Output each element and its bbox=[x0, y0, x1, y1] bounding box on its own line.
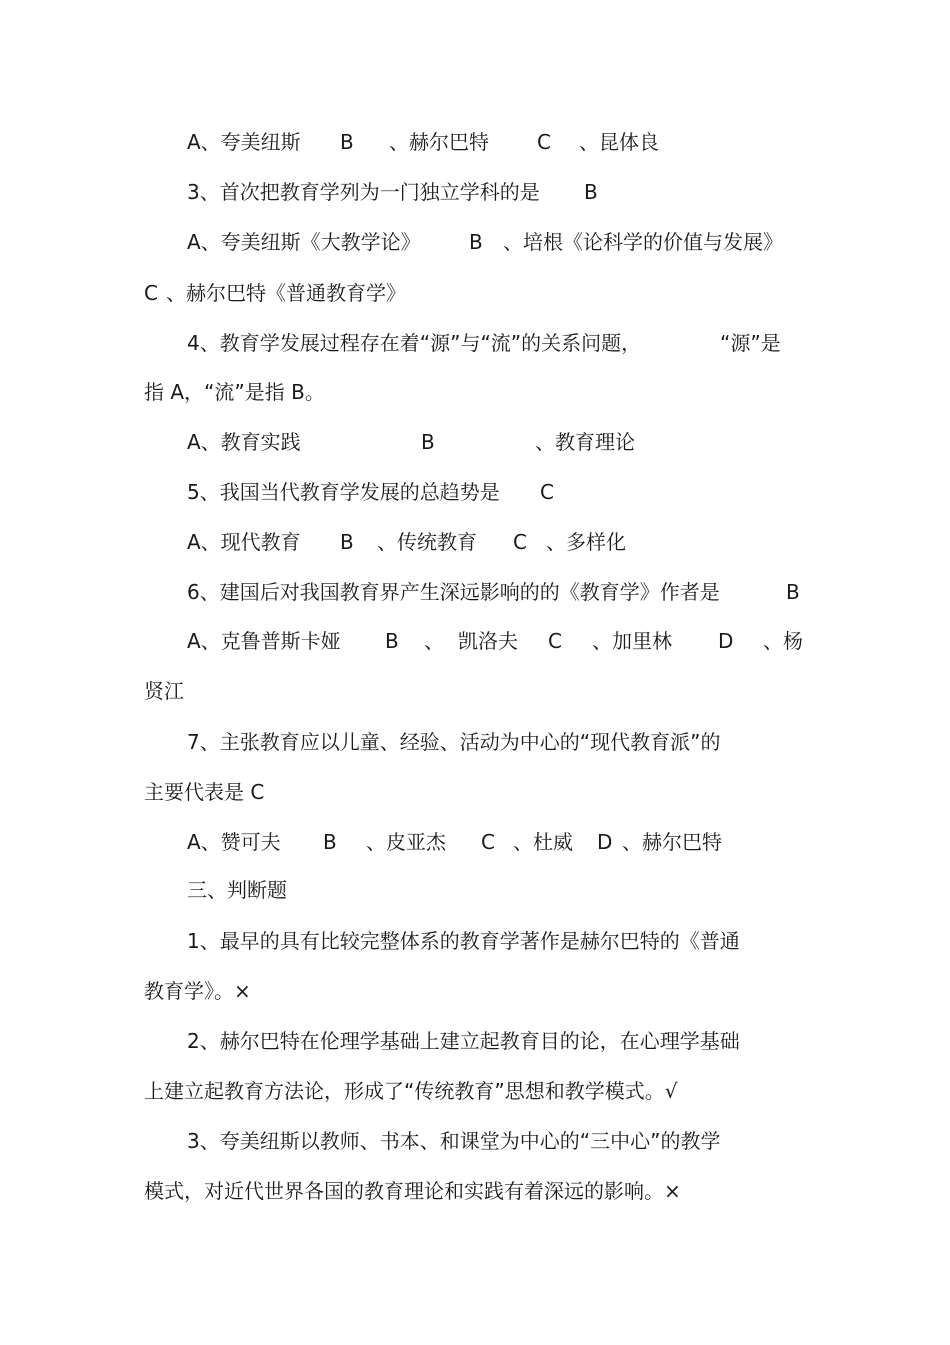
option-b-sep: 、 bbox=[424, 629, 444, 653]
option-b-text: 、赫尔巴特 bbox=[389, 130, 489, 154]
option-b-letter: B bbox=[469, 230, 483, 254]
option-b-letter: B bbox=[385, 629, 399, 653]
option-c-text: 、杜威 bbox=[513, 830, 573, 854]
option-c-text: 、昆体良 bbox=[579, 130, 659, 154]
statement-text: 3、夸美纽斯以教师、书本、和课堂为中心的“三中心”的教学 bbox=[187, 1129, 721, 1153]
question-text: 5、我国当代教育学发展的总趋势是 bbox=[187, 480, 500, 504]
option-b-text: 凯洛夫 bbox=[458, 629, 518, 653]
answer-letter: B bbox=[786, 580, 800, 604]
option-b-letter: B bbox=[323, 830, 337, 854]
question-text: 6、建国后对我国教育界产生深远影响的的《教育学》作者是 bbox=[187, 580, 720, 604]
option-b-letter: B bbox=[340, 530, 354, 554]
question-text: 指 A，“流”是指 B。 bbox=[144, 380, 325, 404]
question-text: 7、主张教育应以儿童、经验、活动为中心的“现代教育派”的 bbox=[187, 730, 721, 754]
option-b-text: 、教育理论 bbox=[535, 430, 635, 454]
question-text: 3、首次把教育学列为一门独立学科的是 bbox=[187, 180, 540, 204]
question-text: 4、教育学发展过程存在着“源”与“流”的关系问题， bbox=[187, 331, 642, 355]
option-d-letter: D bbox=[718, 629, 734, 653]
option-b-text: 、皮亚杰 bbox=[366, 830, 446, 854]
answer-letter: B bbox=[584, 180, 598, 204]
option-c-text: 、多样化 bbox=[546, 530, 626, 554]
option-b-letter: B bbox=[421, 430, 435, 454]
option-a: A、夸美纽斯 bbox=[187, 130, 301, 154]
statement-text: 模式，对近代世界各国的教育理论和实践有着深远的影响。× bbox=[144, 1179, 681, 1203]
option-c-letter: C bbox=[537, 130, 551, 154]
option-c-letter: C bbox=[481, 830, 495, 854]
option-a: A、教育实践 bbox=[187, 430, 301, 454]
question-text: 主要代表是 C bbox=[144, 780, 265, 804]
option-c-letter: C bbox=[548, 629, 562, 653]
option-b-letter: B bbox=[340, 130, 354, 154]
option-a: A、夸美纽斯《大教学论》 bbox=[187, 230, 421, 254]
option-c-text: 、赫尔巴特《普通教育学》 bbox=[166, 281, 406, 305]
option-c-letter: C bbox=[144, 281, 158, 305]
answer-letter: C bbox=[540, 480, 554, 504]
option-d-text: 、赫尔巴特 bbox=[622, 830, 722, 854]
option-a: A、克鲁普斯卡娅 bbox=[187, 629, 341, 653]
option-d-text-cont: 贤江 bbox=[144, 679, 184, 703]
option-c-text: 、加里林 bbox=[592, 629, 672, 653]
statement-text: 1、最早的具有比较完整体系的教育学著作是赫尔巴特的《普通 bbox=[187, 929, 740, 953]
question-text-cont: “源”是 bbox=[720, 331, 781, 355]
statement-text: 上建立起教育方法论，形成了“传统教育”思想和教学模式。√ bbox=[144, 1079, 678, 1103]
statement-text: 2、赫尔巴特在伦理学基础上建立起教育目的论，在心理学基础 bbox=[187, 1029, 740, 1053]
option-d-text: 、杨 bbox=[763, 629, 803, 653]
option-a: A、赞可夫 bbox=[187, 830, 281, 854]
option-b-text: 、培根《论科学的价值与发展》 bbox=[503, 230, 783, 254]
statement-text: 教育学》。× bbox=[144, 979, 251, 1003]
section-title: 三、判断题 bbox=[187, 878, 287, 902]
option-a: A、现代教育 bbox=[187, 530, 301, 554]
option-b-text: 、传统教育 bbox=[377, 530, 477, 554]
option-c-letter: C bbox=[513, 530, 527, 554]
option-d-letter: D bbox=[597, 830, 613, 854]
